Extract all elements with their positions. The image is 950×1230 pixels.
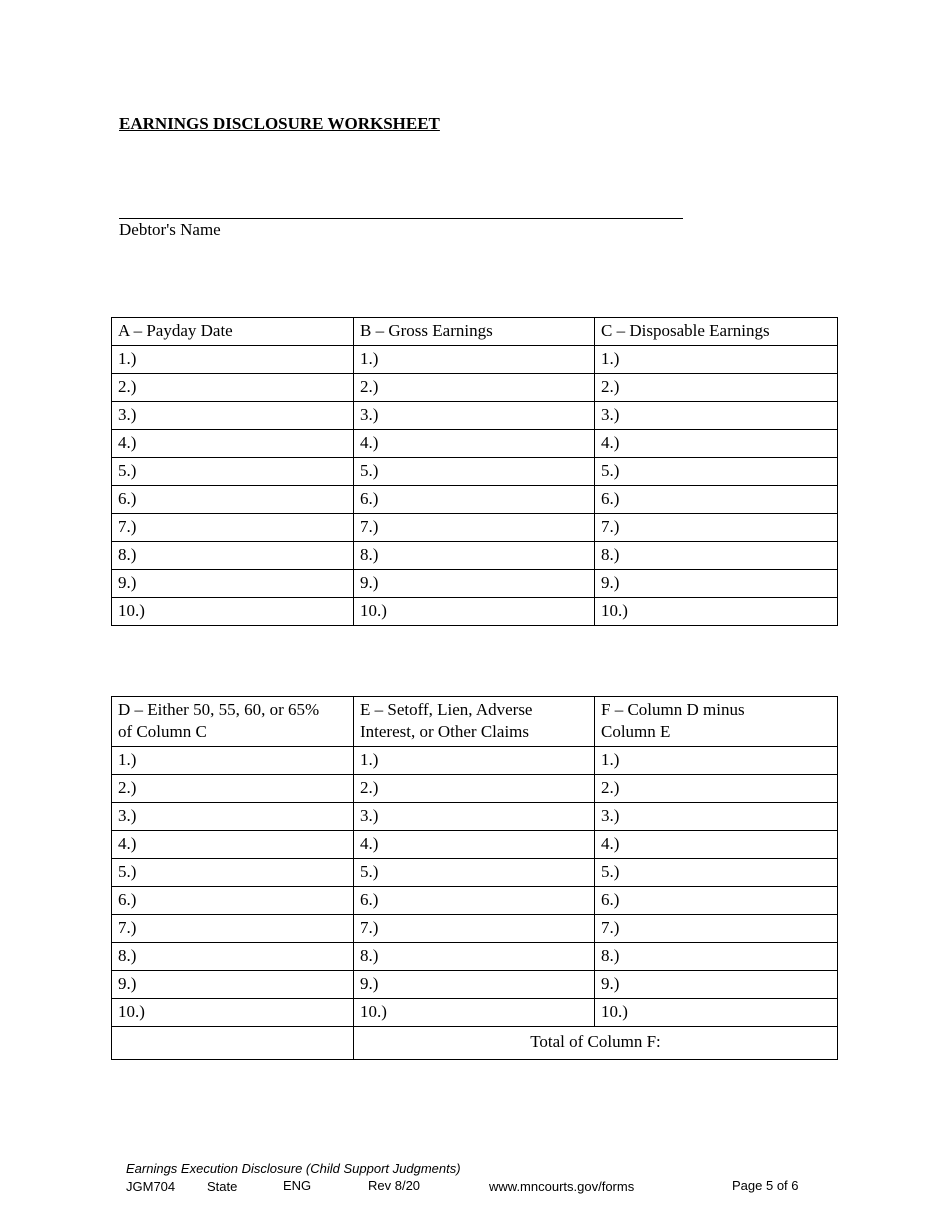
- table-cell[interactable]: 9.): [354, 570, 595, 598]
- table-cell[interactable]: 6.): [354, 486, 595, 514]
- table-cell[interactable]: 10.): [112, 999, 354, 1027]
- table-cell[interactable]: 1.): [112, 346, 354, 374]
- table-cell[interactable]: 4.): [595, 430, 838, 458]
- table-row: [112, 542, 838, 570]
- footer-page-number: Page 5 of 6: [732, 1178, 799, 1193]
- table-cell[interactable]: 4.): [112, 831, 354, 859]
- total-column-f-label: Total of Column F:: [530, 1032, 661, 1051]
- table-cell[interactable]: 4.): [354, 831, 595, 859]
- table-cell[interactable]: 5.): [354, 458, 595, 486]
- table-cell[interactable]: 3.): [112, 402, 354, 430]
- table-row: [112, 514, 838, 542]
- table-row: [112, 915, 838, 943]
- footer-revision: Rev 8/20: [368, 1178, 421, 1193]
- table-row: [112, 831, 838, 859]
- total-blank-cell: [112, 1027, 354, 1060]
- table-cell[interactable]: 9.): [112, 570, 354, 598]
- table-cell[interactable]: 6.): [112, 486, 354, 514]
- table-cell[interactable]: 3.): [112, 803, 354, 831]
- table-row: [112, 430, 838, 458]
- table-cell[interactable]: 5.): [112, 458, 354, 486]
- table-cell[interactable]: 7.): [112, 915, 354, 943]
- table-cell[interactable]: 2.): [595, 374, 838, 402]
- table-cell[interactable]: 5.): [595, 458, 838, 486]
- header-column-e: E – Setoff, Lien, Adverse Interest, or Other Claims: [354, 697, 595, 747]
- table-cell[interactable]: 1.): [595, 346, 838, 374]
- table-cell[interactable]: 8.): [354, 943, 595, 971]
- footer-language: ENG: [283, 1178, 312, 1193]
- table-cell[interactable]: 10.): [595, 999, 838, 1027]
- table-cell[interactable]: 6.): [595, 887, 838, 915]
- table-row: [112, 887, 838, 915]
- table-row: [112, 598, 838, 626]
- table-header-row: [112, 318, 838, 346]
- header-disposable-earnings: C – Disposable Earnings: [595, 318, 838, 346]
- table-cell[interactable]: 5.): [112, 859, 354, 887]
- footer-form-code: JGM704: [126, 1179, 176, 1194]
- table-cell[interactable]: 6.): [354, 887, 595, 915]
- table-row: [112, 775, 838, 803]
- table-cell[interactable]: 7.): [595, 915, 838, 943]
- table-cell[interactable]: 3.): [595, 803, 838, 831]
- table-cell[interactable]: 10.): [354, 598, 595, 626]
- table-cell[interactable]: 8.): [112, 542, 354, 570]
- table-row: [112, 458, 838, 486]
- total-column-f-cell[interactable]: [354, 1027, 838, 1060]
- table-cell[interactable]: 8.): [595, 542, 838, 570]
- table-cell[interactable]: 4.): [354, 430, 595, 458]
- table-cell[interactable]: 1.): [112, 747, 354, 775]
- footer-form-title: Earnings Execution Disclosure (Child Support Judgments): [126, 1161, 461, 1176]
- table-cell[interactable]: 8.): [595, 943, 838, 971]
- table-cell[interactable]: 7.): [595, 514, 838, 542]
- table-cell[interactable]: 9.): [595, 570, 838, 598]
- table-row: [112, 486, 838, 514]
- table-cell[interactable]: 5.): [595, 859, 838, 887]
- table-cell[interactable]: 2.): [354, 374, 595, 402]
- table-cell[interactable]: 2.): [112, 775, 354, 803]
- table-cell[interactable]: 3.): [354, 402, 595, 430]
- table-row: [112, 570, 838, 598]
- table-cell[interactable]: 8.): [354, 542, 595, 570]
- table-cell[interactable]: 1.): [595, 747, 838, 775]
- page-title: EARNINGS DISCLOSURE WORKSHEET: [119, 114, 440, 133]
- table-row: [112, 971, 838, 999]
- footer-jurisdiction: State: [207, 1179, 238, 1194]
- table-cell[interactable]: 6.): [112, 887, 354, 915]
- table-row: [112, 747, 838, 775]
- table-cell[interactable]: 2.): [595, 775, 838, 803]
- table-cell[interactable]: 1.): [354, 747, 595, 775]
- table-row: [112, 402, 838, 430]
- total-row: [112, 1027, 838, 1060]
- table-cell[interactable]: 7.): [354, 915, 595, 943]
- debtor-name-label: Debtor's Name: [119, 220, 221, 239]
- table-cell[interactable]: 7.): [112, 514, 354, 542]
- table-row: [112, 999, 838, 1027]
- table-cell[interactable]: 9.): [112, 971, 354, 999]
- table-cell[interactable]: 9.): [354, 971, 595, 999]
- table-cell[interactable]: 4.): [595, 831, 838, 859]
- table-row: [112, 859, 838, 887]
- table-cell[interactable]: 10.): [354, 999, 595, 1027]
- table-row: [112, 803, 838, 831]
- table-row: [112, 943, 838, 971]
- table-cell[interactable]: 10.): [595, 598, 838, 626]
- table-cell[interactable]: 5.): [354, 859, 595, 887]
- table-cell[interactable]: 6.): [595, 486, 838, 514]
- table-cell[interactable]: 8.): [112, 943, 354, 971]
- table-cell[interactable]: 9.): [595, 971, 838, 999]
- header-column-d: D – Either 50, 55, 60, or 65% of Column C: [112, 697, 354, 747]
- earnings-table-a-c: [111, 317, 838, 626]
- header-payday-date: A – Payday Date: [112, 318, 354, 346]
- earnings-table-d-f: [111, 696, 838, 1060]
- table-cell[interactable]: 3.): [354, 803, 595, 831]
- debtor-name-line[interactable]: [119, 218, 683, 219]
- footer-url[interactable]: www.mncourts.gov/forms: [489, 1179, 635, 1194]
- table-cell[interactable]: 2.): [112, 374, 354, 402]
- table-row: [112, 374, 838, 402]
- header-gross-earnings: B – Gross Earnings: [354, 318, 595, 346]
- table-cell[interactable]: 10.): [112, 598, 354, 626]
- table-row: [112, 346, 838, 374]
- table-cell[interactable]: 2.): [354, 775, 595, 803]
- table-cell[interactable]: 7.): [354, 514, 595, 542]
- table-cell[interactable]: 3.): [595, 402, 838, 430]
- table-header-row: [112, 697, 838, 747]
- header-column-f: F – Column D minus Column E: [595, 697, 838, 747]
- table-cell[interactable]: 4.): [112, 430, 354, 458]
- table-cell[interactable]: 1.): [354, 346, 595, 374]
